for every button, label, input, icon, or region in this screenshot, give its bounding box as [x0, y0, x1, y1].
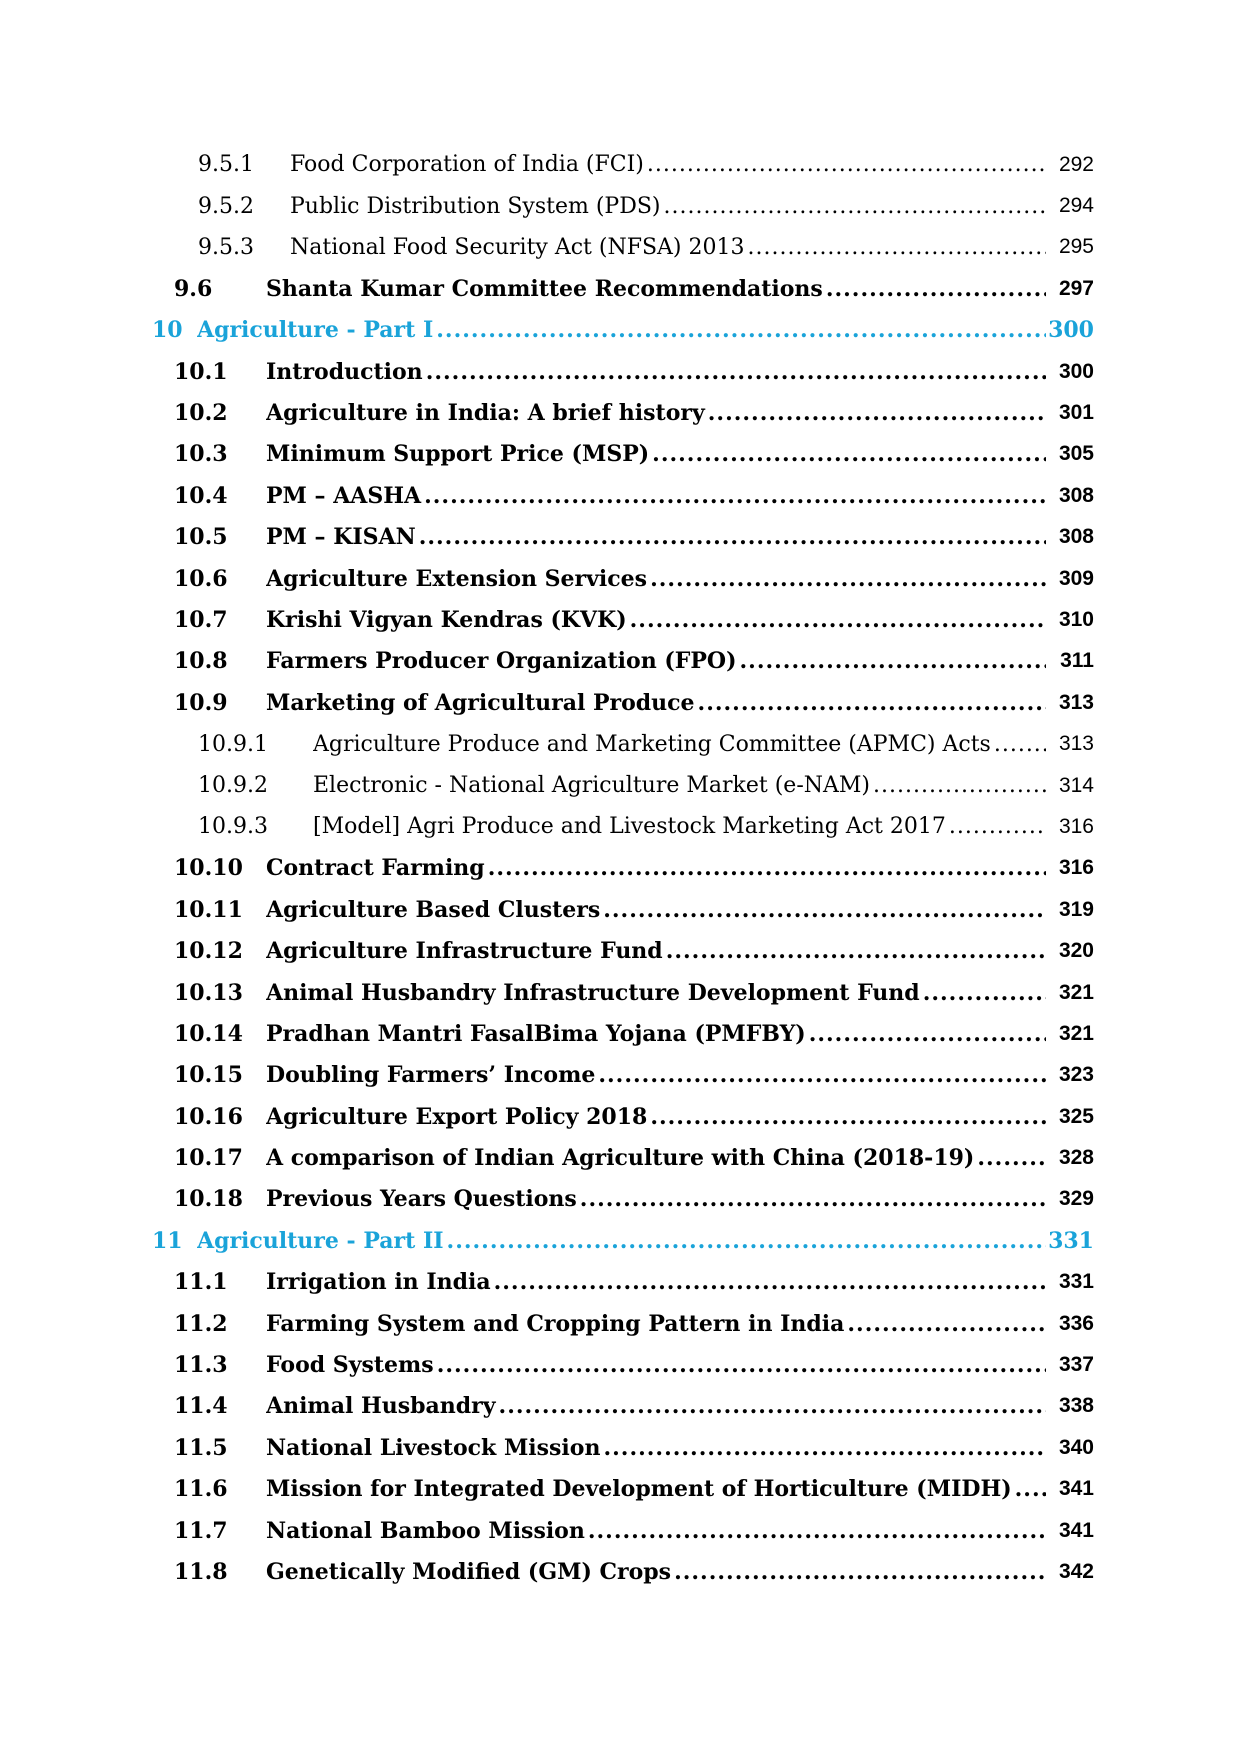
dot-leader [977, 1145, 1046, 1171]
dot-leader [650, 566, 1046, 592]
table-of-contents [0, 144, 1241, 1593]
toc-entry-page-number: 305 [1058, 442, 1094, 466]
toc-entry[interactable] [0, 144, 1241, 185]
toc-entry-title-line [266, 1186, 1049, 1212]
toc-entry-title: National Bamboo Mission [266, 1517, 585, 1544]
toc-entry[interactable] [0, 1179, 1241, 1220]
toc-entry[interactable] [0, 1262, 1241, 1303]
dot-leader [740, 648, 1047, 674]
toc-entry[interactable] [0, 227, 1241, 268]
dot-leader [447, 1228, 1046, 1254]
toc-entry-title-line [266, 897, 1049, 923]
toc-entry-number: 10 [152, 317, 183, 344]
toc-entry-page-number: 341 [1058, 1518, 1094, 1542]
toc-entry-title-line [266, 1518, 1049, 1544]
dot-leader [652, 441, 1046, 467]
toc-entry-page-number: 295 [1058, 235, 1094, 259]
toc-entry-title-line [313, 814, 1049, 839]
toc-entry-title: Shanta Kumar Committee Recommendations [266, 275, 823, 302]
toc-entry-title: Farming System and Cropping Pattern in India [266, 1310, 845, 1337]
toc-entry-title: [Model] Agri Produce and Livestock Marketing Act 2017 [313, 814, 946, 840]
toc-entry-title-line [266, 276, 1049, 302]
toc-entry[interactable] [0, 1013, 1241, 1054]
toc-entry-title: PM – AASHA [266, 482, 422, 509]
dot-leader [748, 235, 1047, 260]
toc-entry[interactable] [0, 1303, 1241, 1344]
dot-leader [424, 483, 1046, 509]
dot-leader [494, 1269, 1046, 1295]
toc-entry-title-line [290, 235, 1049, 260]
toc-entry-title: Krishi Vigyan Kendras (KVK) [266, 606, 627, 633]
dot-leader [488, 855, 1046, 881]
toc-entry-page-number: 308 [1058, 483, 1094, 507]
toc-entry-title-line [266, 1104, 1049, 1130]
toc-entry-page-number: 331 [1048, 1227, 1094, 1254]
toc-entry-page-number: 313 [1058, 690, 1094, 714]
toc-entry[interactable] [0, 848, 1241, 889]
toc-entry[interactable] [0, 268, 1241, 309]
toc-entry[interactable] [0, 1427, 1241, 1468]
toc-entry-number: 10.9 [174, 689, 228, 716]
dot-leader [437, 1352, 1046, 1378]
dot-leader [499, 1393, 1046, 1419]
toc-entry-title: Animal Husbandry [266, 1393, 496, 1420]
toc-entry[interactable] [0, 475, 1241, 516]
toc-entry-title: Electronic - National Agriculture Market (e-NAM) [313, 773, 871, 799]
toc-entry[interactable] [0, 558, 1241, 599]
toc-entry-number: 9.5.2 [198, 193, 254, 219]
toc-entry[interactable] [0, 1096, 1241, 1137]
toc-entry-title: Pradhan Mantri FasalBima Yojana (PMFBY) [266, 1020, 806, 1047]
toc-entry-number: 10.9.1 [198, 731, 268, 757]
toc-entry-title-line [313, 732, 1049, 757]
toc-entry-page-number: 308 [1058, 525, 1094, 549]
toc-entry-page-number: 300 [1058, 359, 1094, 383]
toc-entry[interactable] [0, 517, 1241, 558]
dot-leader [923, 980, 1046, 1006]
toc-entry-title: Doubling Farmers’ Income [266, 1062, 596, 1089]
dot-leader [598, 1062, 1046, 1088]
toc-entry[interactable] [0, 351, 1241, 392]
toc-entry-title: A comparison of Indian Agriculture with China (2018-19) [266, 1145, 975, 1172]
toc-entry-title-line [197, 1228, 1049, 1254]
toc-entry-page-number: 316 [1058, 856, 1094, 880]
toc-entry-title: PM – KISAN [266, 524, 416, 551]
dot-leader [664, 194, 1046, 219]
toc-entry-number: 11.5 [174, 1434, 228, 1461]
dot-leader [647, 152, 1046, 177]
dot-leader [708, 400, 1046, 426]
toc-entry-title-line [290, 152, 1049, 177]
toc-entry-number: 10.2 [174, 400, 228, 427]
toc-entry[interactable] [0, 723, 1241, 764]
toc-entry[interactable] [0, 1386, 1241, 1427]
toc-entry-title: Contract Farming [266, 855, 485, 882]
toc-entry-number: 11.4 [174, 1393, 228, 1420]
toc-entry-page-number: 323 [1058, 1063, 1094, 1087]
toc-entry[interactable] [0, 641, 1241, 682]
toc-entry-title-line [266, 607, 1049, 633]
toc-entry-number: 10.18 [174, 1186, 243, 1213]
toc-entry[interactable] [0, 434, 1241, 475]
toc-entry-title-line [266, 524, 1049, 550]
dot-leader [809, 1021, 1046, 1047]
dot-leader [674, 1559, 1046, 1585]
toc-entry-title: Food Systems [266, 1352, 434, 1379]
toc-entry-page-number: 309 [1058, 566, 1094, 590]
dot-leader [650, 1104, 1046, 1130]
toc-entry-title: Agriculture - Part I [197, 317, 434, 344]
toc-entry-title: Agriculture Produce and Marketing Committee (APMC) Acts [313, 731, 991, 757]
toc-entry-page-number: 321 [1058, 980, 1094, 1004]
toc-entry-number: 10.1 [174, 358, 228, 385]
toc-entry-title: Genetically Modified (GM) Crops [266, 1558, 672, 1585]
toc-entry-title-line [266, 566, 1049, 592]
dot-leader [666, 938, 1046, 964]
toc-entry-title: Previous Years Questions [266, 1186, 577, 1213]
toc-entry-number: 9.5.1 [198, 152, 254, 178]
toc-entry-title-line [266, 483, 1049, 509]
toc-entry-page-number: 321 [1058, 1021, 1094, 1045]
toc-entry-title: Animal Husbandry Infrastructure Development Fund [266, 979, 920, 1006]
toc-entry-title-line [266, 1062, 1049, 1088]
toc-entry-number: 10.11 [174, 896, 243, 923]
toc-entry-number: 10.5 [174, 524, 228, 551]
toc-entry-number: 11.1 [174, 1269, 228, 1296]
toc-entry-title: Irrigation in India [266, 1269, 491, 1296]
toc-entry-page-number: 340 [1058, 1435, 1094, 1459]
toc-entry-title: Introduction [266, 358, 423, 385]
toc-entry-page-number: 331 [1058, 1270, 1094, 1294]
toc-entry-number: 9.6 [174, 275, 213, 302]
toc-entry-page-number: 292 [1058, 152, 1094, 176]
toc-entry[interactable] [0, 1137, 1241, 1178]
toc-entry[interactable] [0, 806, 1241, 847]
toc-entry-title: Agriculture Based Clusters [266, 896, 601, 923]
toc-chapter-entry[interactable] [0, 310, 1241, 351]
toc-entry-number: 11.7 [174, 1517, 228, 1544]
dot-leader [630, 607, 1046, 633]
dot-leader [603, 897, 1046, 923]
toc-entry-number: 10.10 [174, 855, 243, 882]
toc-entry-page-number: 329 [1058, 1187, 1094, 1211]
dot-leader [419, 524, 1046, 550]
toc-entry-title-line [313, 773, 1049, 798]
toc-entry-title-line [266, 1021, 1049, 1047]
toc-entry-title-line [266, 938, 1049, 964]
toc-entry-number: 10.15 [174, 1062, 243, 1089]
toc-entry-page-number: 336 [1058, 1311, 1094, 1335]
toc-entry-title: Marketing of Agricultural Produce [266, 689, 695, 716]
toc-entry-page-number: 300 [1048, 317, 1094, 344]
toc-entry-title: Agriculture Extension Services [266, 565, 648, 592]
toc-entry[interactable] [0, 1055, 1241, 1096]
toc-entry-title-line [266, 1435, 1049, 1461]
toc-entry-title: National Livestock Mission [266, 1434, 601, 1461]
toc-entry-title-line [266, 1269, 1049, 1295]
dot-leader [603, 1435, 1046, 1461]
dot-leader [698, 690, 1046, 716]
toc-entry-title-line [266, 980, 1049, 1006]
toc-entry-title-line [266, 359, 1049, 385]
dot-leader [1015, 1476, 1046, 1502]
toc-entry-number: 10.7 [174, 606, 228, 633]
toc-entry-title: Food Corporation of India (FCI) [290, 152, 644, 178]
toc-entry-title-line [266, 1352, 1049, 1378]
toc-entry-title: National Food Security Act (NFSA) 2013 [290, 234, 745, 260]
toc-entry-title-line [266, 855, 1049, 881]
toc-entry-number: 11 [152, 1227, 183, 1254]
toc-entry-page-number: 328 [1058, 1146, 1094, 1170]
toc-entry-title-line [266, 648, 1049, 674]
toc-entry-page-number: 341 [1058, 1477, 1094, 1501]
toc-entry[interactable] [0, 1551, 1241, 1592]
toc-entry-number: 11.2 [174, 1310, 228, 1337]
toc-entry-number: 11.6 [174, 1476, 228, 1503]
toc-entry-page-number: 325 [1058, 1104, 1094, 1128]
toc-entry-page-number: 294 [1058, 194, 1094, 218]
dot-leader [588, 1518, 1046, 1544]
toc-entry-page-number: 297 [1058, 276, 1094, 300]
toc-entry-number: 10.3 [174, 441, 228, 468]
toc-entry-page-number: 338 [1058, 1394, 1094, 1418]
toc-entry-title-line [266, 1559, 1049, 1585]
toc-entry-number: 10.14 [174, 1020, 243, 1047]
toc-entry-title-line [290, 194, 1049, 219]
toc-entry-title-line [266, 690, 1049, 716]
toc-entry[interactable] [0, 682, 1241, 723]
toc-entry-number: 10.17 [174, 1145, 243, 1172]
dot-leader [580, 1186, 1046, 1212]
toc-entry-title-line [266, 1476, 1049, 1502]
toc-entry[interactable] [0, 599, 1241, 640]
toc-chapter-entry[interactable] [0, 1220, 1241, 1261]
toc-entry[interactable] [0, 930, 1241, 971]
toc-entry-page-number: 320 [1058, 939, 1094, 963]
dot-leader [994, 732, 1046, 757]
toc-entry-title: Farmers Producer Organization (FPO) [266, 648, 737, 675]
toc-entry[interactable] [0, 185, 1241, 226]
toc-entry-title-line [266, 1393, 1049, 1419]
toc-entry-number: 10.6 [174, 565, 228, 592]
toc-entry-page-number: 301 [1058, 401, 1094, 425]
toc-entry-number: 10.9.2 [198, 773, 268, 799]
toc-entry-title-line [266, 441, 1049, 467]
toc-entry-title: Agriculture Export Policy 2018 [266, 1103, 648, 1130]
toc-entry-title: Public Distribution System (PDS) [290, 193, 661, 219]
dot-leader [826, 276, 1046, 302]
toc-entry-page-number: 314 [1058, 773, 1094, 797]
toc-entry-number: 10.8 [174, 648, 228, 675]
toc-entry[interactable] [0, 1469, 1241, 1510]
toc-entry-title-line [266, 1145, 1049, 1171]
dot-leader [873, 773, 1046, 798]
toc-entry[interactable] [0, 889, 1241, 930]
dot-leader [949, 814, 1046, 839]
toc-entry-title: Agriculture Infrastructure Fund [266, 938, 663, 965]
toc-entry-page-number: 311 [1060, 649, 1094, 673]
toc-entry[interactable] [0, 1510, 1241, 1551]
toc-entry-title: Mission for Integrated Development of Horticulture (MIDH) [266, 1476, 1012, 1503]
toc-entry-number: 11.3 [174, 1352, 228, 1379]
toc-entry-number: 10.16 [174, 1103, 243, 1130]
toc-entry-number: 9.5.3 [198, 234, 254, 260]
toc-entry-page-number: 313 [1058, 732, 1094, 756]
dot-leader [426, 359, 1046, 385]
toc-entry-title: Agriculture - Part II [197, 1227, 444, 1254]
toc-entry-title: Minimum Support Price (MSP) [266, 441, 650, 468]
dot-leader [847, 1311, 1046, 1337]
dot-leader [436, 317, 1046, 343]
toc-entry[interactable] [0, 1344, 1241, 1385]
toc-entry-page-number: 310 [1058, 607, 1094, 631]
toc-entry-title: Agriculture in India: A brief history [266, 400, 705, 427]
toc-entry[interactable] [0, 765, 1241, 806]
toc-entry-title-line [197, 317, 1049, 343]
toc-entry-page-number: 342 [1058, 1559, 1094, 1583]
toc-entry[interactable] [0, 972, 1241, 1013]
toc-entry-number: 10.12 [174, 938, 243, 965]
toc-entry-title-line [266, 1311, 1049, 1337]
toc-entry[interactable] [0, 392, 1241, 433]
toc-entry-number: 10.13 [174, 979, 243, 1006]
toc-entry-number: 11.8 [174, 1558, 228, 1585]
toc-entry-page-number: 337 [1058, 1353, 1094, 1377]
toc-entry-page-number: 319 [1058, 897, 1094, 921]
toc-entry-page-number: 316 [1058, 814, 1094, 838]
toc-entry-number: 10.4 [174, 482, 228, 509]
toc-entry-number: 10.9.3 [198, 814, 268, 840]
toc-entry-title-line [266, 400, 1049, 426]
